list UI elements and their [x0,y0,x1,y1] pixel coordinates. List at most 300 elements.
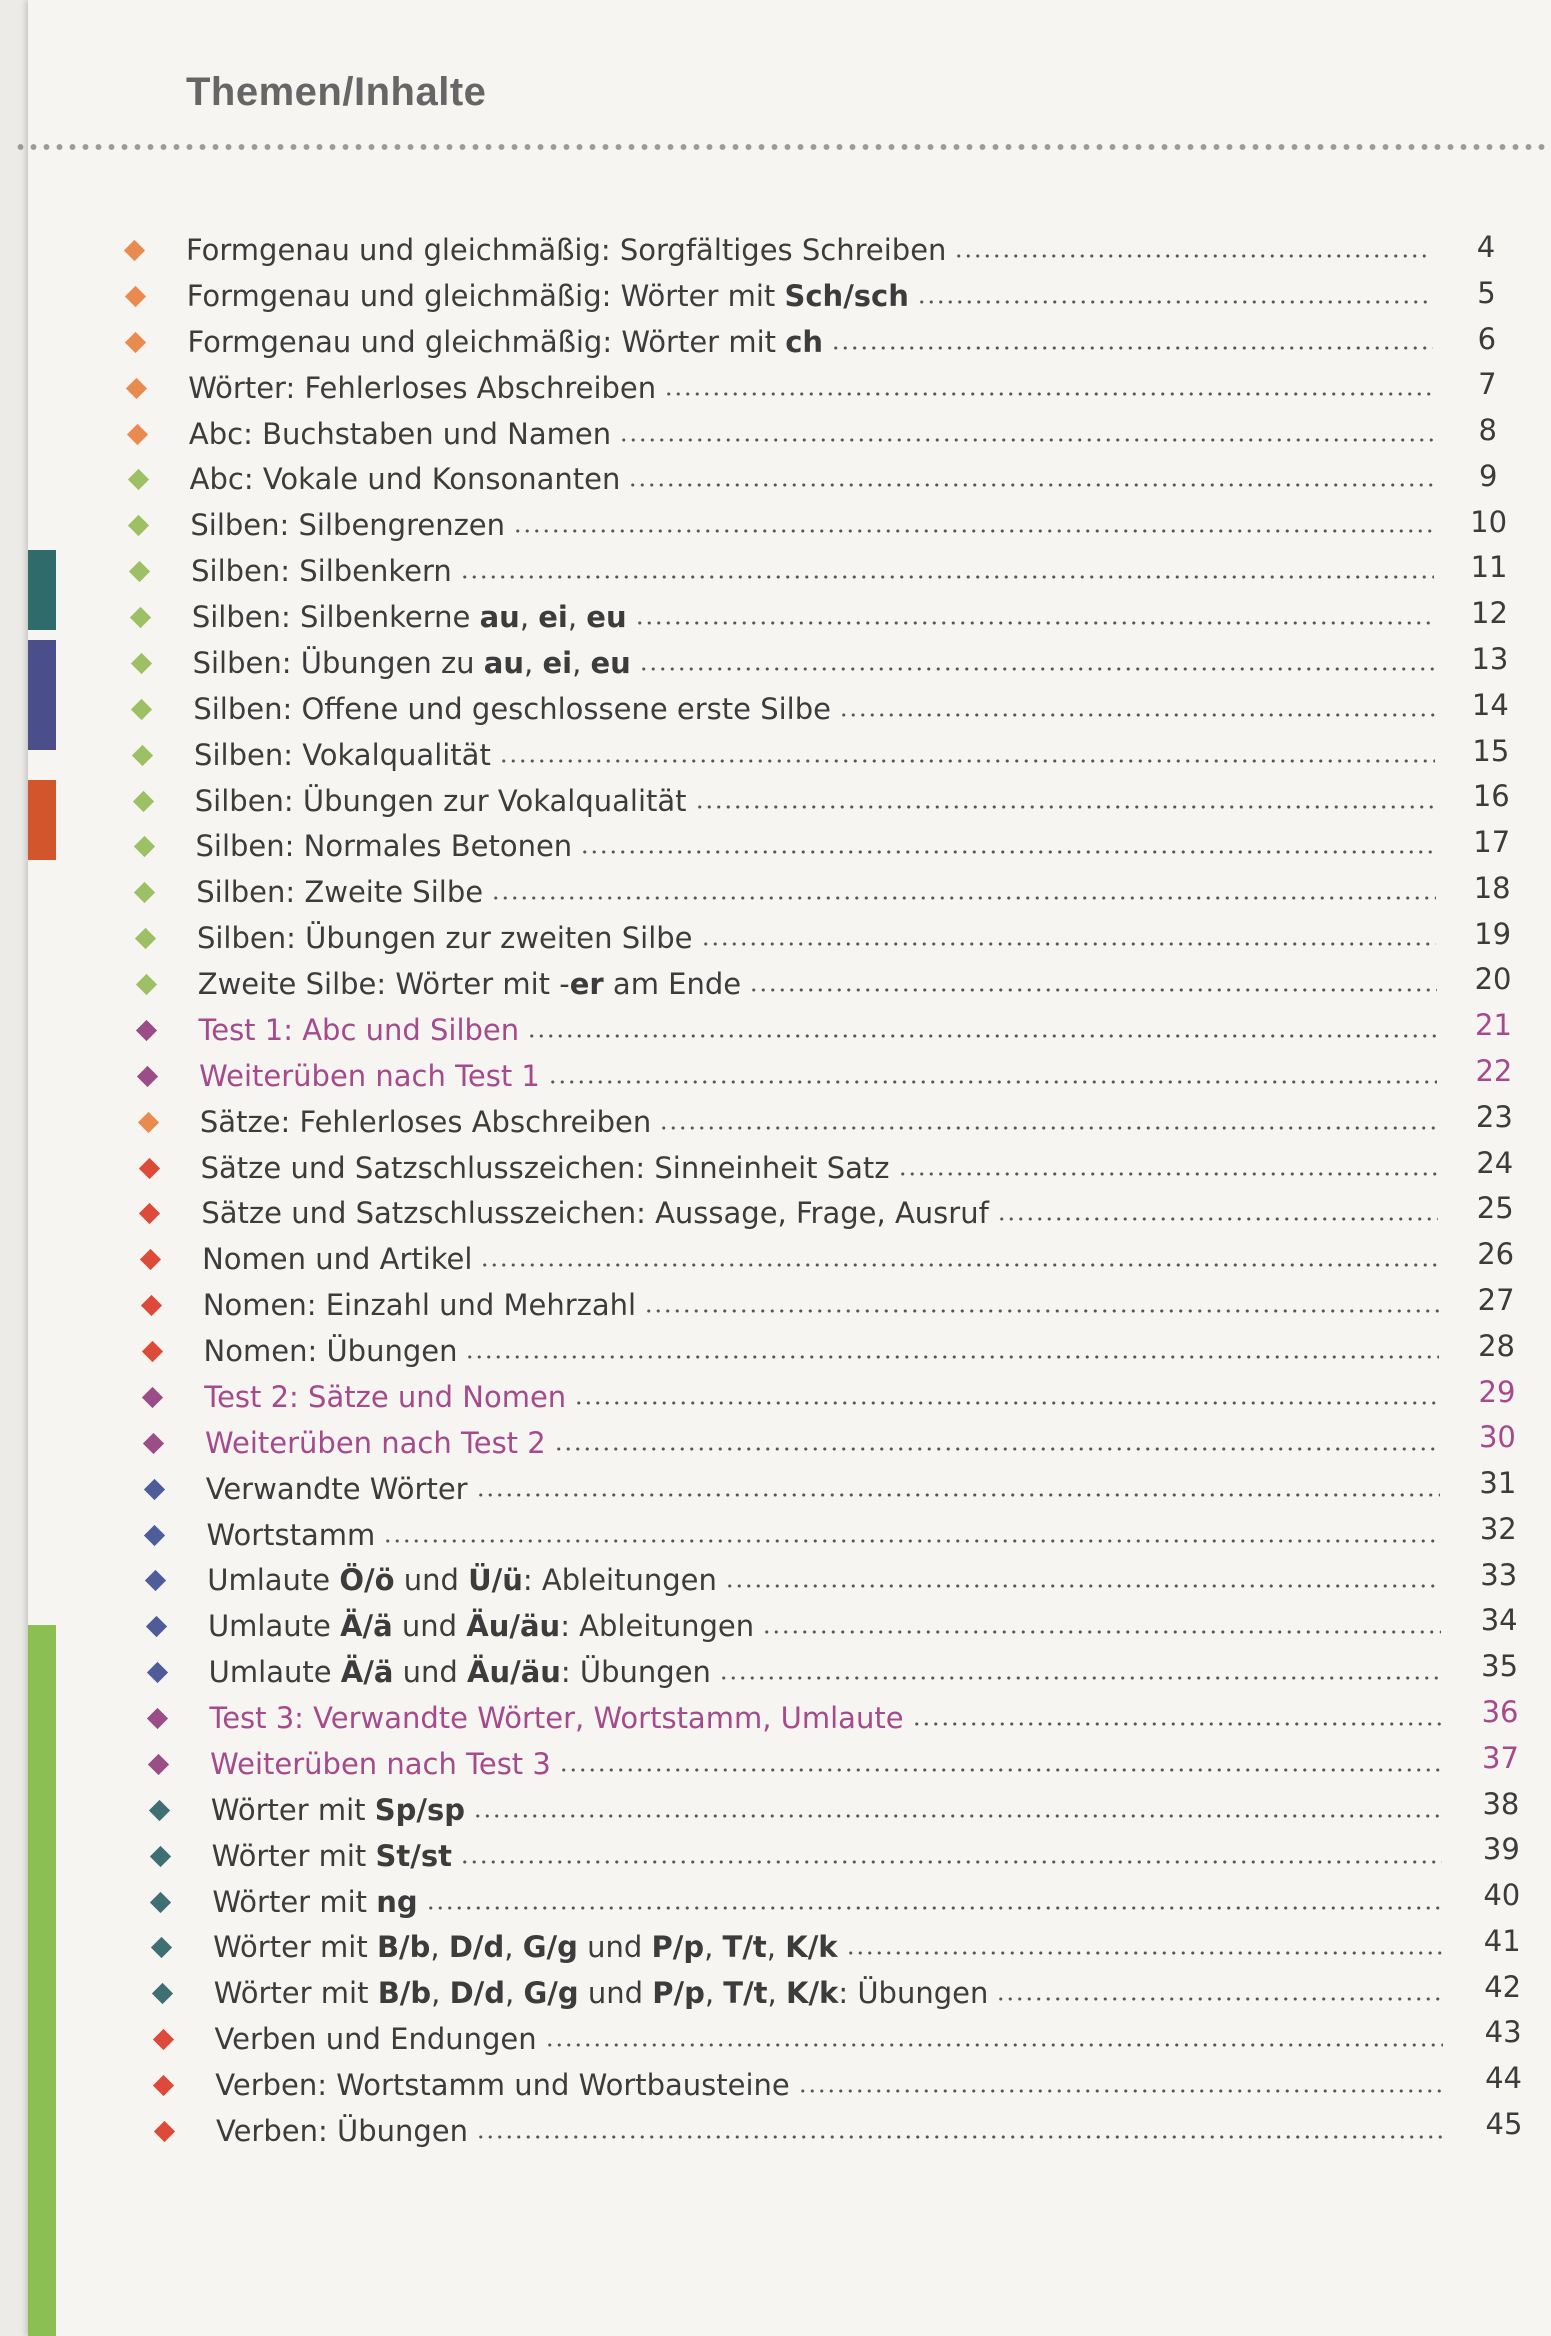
toc-entry-text-part: , [567,600,587,635]
toc-entry-text-part: ei [538,600,568,635]
toc-entry [188,368,1441,408]
toc-page-number: 9 [1478,458,1498,493]
toc-entry-text-part: Abc: Vokale und Konsonanten [189,462,621,497]
toc-entry-text-part: Weiterüben nach Test 1 [199,1058,540,1093]
toc-page-number: 30 [1478,1420,1516,1455]
toc-entry [196,872,1444,912]
dot-leader [383,1538,1440,1544]
toc-entry-text-part: B/b [377,1976,432,2011]
toc-entry [200,1102,1446,1142]
red-diamond-icon [154,2121,175,2142]
toc-entry-title [204,1380,566,1414]
toc-entry [187,276,1441,316]
toc-entry-text-part: Silben: Silbenkern [191,554,452,589]
page-title: Themen/Inhalte [186,70,487,114]
toc-entry-title [212,1885,417,1919]
toc-page-number: 25 [1476,1191,1514,1226]
dot-leader [527,1033,1437,1039]
toc-entry-text-part: Abc: Buchstaben und Namen [188,416,612,451]
orange-diamond-icon [125,332,146,353]
toc-entry-title [213,1930,838,1964]
toc-page-number: 41 [1483,1923,1521,1958]
toc-entry-text-part: Nomen: Einzahl und Mehrzahl [202,1288,637,1323]
toc-entry-text-part: : Übungen [560,1655,711,1690]
toc-entry-title [215,2022,537,2056]
green-diamond-icon [128,469,149,490]
toc-entry-text-part: Wörter mit [211,1838,376,1873]
toc-entry-text-part: , [519,600,539,635]
toc-entry-text-part: Nomen und Artikel [202,1242,473,1277]
dot-leader [473,1813,1442,1819]
toc-entry [202,1239,1446,1279]
toc-entry-text-part: Silben: Zweite Silbe [196,875,484,910]
toc-entry [192,597,1442,637]
toc-page-number: 34 [1480,1603,1518,1638]
red-diamond-icon [141,1295,162,1316]
toc-entry-title [199,1059,540,1093]
toc-page-number: 45 [1485,2107,1523,2141]
teal-diamond-icon [151,1937,172,1958]
toc-entry-text-part: Sp/sp [374,1792,466,1827]
toc-test-entry [204,1377,1447,1417]
toc-entry-text-part: Wörter mit [212,1884,377,1919]
green-diamond-icon [130,607,151,628]
dot-leader [639,666,1435,672]
toc-entry-title [209,1701,903,1735]
toc-entry-text-part: Äu/äu [466,1609,561,1644]
toc-entry-title [190,508,505,542]
toc-entry [190,459,1442,499]
toc-page-number: 8 [1478,413,1497,448]
orange-diamond-icon [138,1112,159,1133]
red-diamond-icon [141,1341,162,1362]
toc-entry-title [206,1472,468,1506]
dot-leader [831,345,1433,351]
dot-leader [954,253,1432,259]
dot-leader [719,1675,1441,1681]
toc-entry-title [187,279,909,313]
toc-page-number: 14 [1471,687,1509,722]
toc-entry-title [195,784,687,818]
toc-page-number: 36 [1481,1694,1519,1729]
toc-entry [186,230,1440,270]
dot-leader [996,1996,1443,2002]
red-diamond-icon [152,2029,173,2050]
toc-entry-text-part: Ü/ü [468,1563,523,1598]
blue-diamond-icon [147,1662,168,1683]
toc-entry-title [215,2068,790,2102]
toc-page-number: 35 [1481,1649,1519,1684]
toc-entry-title [203,1288,636,1322]
toc-entry-text-part: eu [586,600,627,635]
toc-entry-text-part: , [504,1930,523,1965]
toc-entry [196,826,1444,866]
toc-entry-text-part: B/b [376,1930,431,1965]
toc-entry-text-part: Silben: Übungen zur zweiten Silbe [196,921,693,956]
toc-entry-title [211,1793,465,1827]
toc-entry [215,2065,1451,2105]
toc-page-number: 17 [1473,825,1511,860]
toc-entry-text-part: Umlaute [208,1655,341,1690]
orange-diamond-icon [125,286,146,307]
toc-entry [201,1148,1446,1188]
toc-entry-text-part: Weiterüben nach Test 3 [210,1746,551,1781]
dot-leader [513,528,1434,534]
toc-entry-text-part: Silben: Übungen zur Vokalqualität [194,783,687,818]
toc-entry-title [196,875,483,909]
dot-leader [465,1354,1439,1360]
toc-entry-text-part: Wortstamm [206,1517,376,1552]
toc-page-number: 21 [1475,1008,1512,1043]
toc-entry-text-part: er [569,967,604,1002]
green-diamond-icon [134,882,155,903]
toc-test-entry [199,1056,1445,1096]
toc-entry-text-part: D/d [449,1976,506,2011]
toc-page-number: 33 [1480,1557,1518,1592]
toc-entry-text-part: P/p [652,1976,705,2011]
toc-entry-text-part: Nomen: Übungen [203,1334,458,1369]
toc-entry-text-part: Test 2: Sätze und Nomen [204,1379,567,1414]
blue-diamond-icon [145,1570,166,1591]
toc-entry-title [186,233,946,267]
toc-entry-text-part: , [704,1930,723,1965]
toc-page-number: 32 [1479,1511,1517,1546]
toc-entry [214,1973,1451,2013]
dot-leader [635,620,1435,626]
toc-entry-title [207,1563,717,1597]
toc-page-number: 19 [1474,916,1512,951]
toc-page-number: 29 [1478,1374,1516,1409]
green-diamond-icon [129,561,150,582]
dot-leader [554,1446,1440,1452]
toc-entry [193,643,1443,683]
toc-entry [190,505,1441,545]
toc-entry-title [201,1151,890,1185]
toc-entry-text-part: Wörter mit [213,1976,378,2011]
toc-entry-text-part: Test 1: Abc und Silben [198,1012,520,1047]
orange-diamond-icon [124,240,145,261]
toc-entry-text-part: Silben: Offene und geschlossene erste Silbe [193,691,831,726]
toc-entry-title [197,921,693,955]
toc-entry-text-part: am Ende [603,967,742,1002]
toc-entry-text-part: , [766,1930,786,1965]
toc-entry-title [200,1105,651,1139]
toc-entry [206,1469,1448,1509]
toc-entry-title [187,325,823,359]
dot-leader [426,1905,1443,1911]
dot-leader [664,391,1433,397]
purple-diamond-icon [148,1754,169,1775]
toc-test-entry [198,1010,1445,1050]
dot-leader [499,758,1435,764]
toc-entry-text-part: G/g [523,1976,579,2011]
toc-page-number: 43 [1484,2015,1522,2050]
toc-entry [194,735,1443,775]
green-diamond-icon [133,836,154,857]
toc-entry-text-part: Ö/ö [339,1563,395,1598]
toc-entry-text-part: und [392,1609,467,1644]
toc-entry-text-part: und [394,1563,469,1598]
dot-leader [798,2088,1444,2094]
toc-entry-title [196,829,573,863]
toc-entry-title [209,1655,711,1689]
toc-entry-text-part: Formgenau und gleichmäßig: Wörter mit [187,324,786,359]
toc-page-number: 26 [1477,1237,1515,1272]
toc-entry-text-part: au [479,600,520,635]
purple-diamond-icon [142,1387,163,1408]
dot-leader [644,1308,1439,1314]
dot-leader [839,712,1435,718]
toc-test-entry [205,1423,1448,1463]
toc-entry [207,1560,1448,1600]
toc-entry-text-part: G/g [522,1930,578,1965]
dot-leader [460,1859,1442,1865]
toc-entry-text-part: T/t [723,1976,768,2011]
toc-entry [191,551,1442,591]
toc-entry-text-part: , [505,1976,524,2011]
toc-entry-text-part: und [577,1930,652,1965]
toc-entry-text-part: , [572,645,591,680]
toc-entry-title [202,1242,472,1276]
green-diamond-icon [128,515,149,536]
toc-entry-title [208,1609,754,1643]
purple-diamond-icon [137,1066,158,1087]
dot-leader [917,299,1432,305]
toc-page-number: 38 [1482,1786,1520,1821]
dot-leader [846,1950,1443,1956]
toc-entry-text-part: Formgenau und gleichmäßig: Wörter mit [186,278,785,313]
dot-leader [491,895,1436,901]
toc-entry-text-part: eu [590,645,631,680]
toc-entry-text-part: : Ableitungen [522,1563,717,1598]
orange-diamond-icon [127,423,148,444]
toc-entry [197,918,1444,958]
toc-entry-text-part: , [431,1976,450,2011]
toc-test-entry [210,1744,1450,1784]
toc-entry-text-part: Silben: Silbengrenzen [190,508,506,543]
toc-entry-text-part: , [704,1976,724,2011]
toc-entry-title [188,371,656,405]
toc-entry-text-part: Verwandte Wörter [205,1471,468,1506]
toc-page-number: 4 [1476,230,1496,264]
toc-entry [187,322,1440,362]
green-diamond-icon [133,790,154,811]
toc-entry [209,1652,1449,1692]
toc-entry-title [204,1334,458,1368]
toc-page-number: 23 [1475,1099,1513,1134]
toc-page-number: 16 [1472,779,1510,814]
toc-entry [193,689,1443,729]
dot-leader [476,1492,1440,1498]
toc-page-number: 7 [1478,367,1497,402]
toc-page-number: 37 [1482,1740,1519,1775]
toc-entry-title [190,462,621,496]
toc-entry-text-part: Umlaute [207,1609,341,1644]
toc-entry [201,1193,1446,1233]
toc-entry-title [194,738,491,772]
toc-entry-text-part: Sätze und Satzschlusszeichen: Aussage, Frage, Ausruf [201,1196,989,1231]
toc-entry-text-part: : Ableitungen [560,1609,755,1644]
toc-entry-text-part: Silben: Vokalqualität [194,737,491,772]
toc-entry-text-part: Silben: Silbenkerne [191,600,480,635]
toc-entry-text-part: K/k [785,1976,839,2011]
dot-leader [476,2134,1444,2140]
toc-page-number: 13 [1471,642,1509,677]
dot-leader [701,941,1437,947]
toc-entry-text-part: Umlaute [207,1563,340,1598]
dot-leader [548,1079,1437,1085]
toc-entry-text-part: T/t [722,1930,767,1965]
toc-entry-text-part: Verben: Übungen [216,2114,468,2148]
toc-entry-title [216,2114,468,2148]
blue-diamond-icon [146,1616,167,1637]
green-diamond-icon [131,699,152,720]
toc-entry [216,2111,1452,2151]
toc-page-number: 28 [1478,1328,1515,1363]
dot-leader [997,1216,1438,1222]
dot-leader [762,1629,1441,1635]
toc-entry-title [189,417,611,451]
toc-entry-text-part: Wörter: Fehlerloses Abschreiben [188,370,657,405]
toc-entry-text-part: Ä/ä [340,1609,393,1644]
toc-entry-title [198,967,741,1001]
toc-entry-text-part: Silben: Übungen zu [192,645,484,680]
dot-leader [725,1583,1441,1589]
blue-diamond-icon [144,1479,165,1500]
toc-entry [212,1836,1451,1876]
toc-entry-text-part: Weiterüben nach Test 2 [205,1425,546,1460]
toc-entry-text-part: Silben: Normales Betonen [195,829,573,864]
toc-entry-text-part: Sch/sch [784,278,909,313]
toc-entry-text-part: Verben und Endungen [214,2022,537,2057]
orange-diamond-icon [126,378,147,399]
toc-entry-text-part: Verben: Wortstamm und Wortbausteine [215,2068,790,2103]
toc-entry-text-part: Test 3: Verwandte Wörter, Wortstamm, Umlaute [209,1701,904,1736]
toc-entry-text-part: und [578,1976,653,2011]
green-diamond-icon [132,745,153,766]
toc-page-number: 44 [1485,2061,1522,2096]
toc-entry [212,1882,1450,1922]
toc-entry [208,1606,1449,1646]
toc-entry-text-part: D/d [448,1930,505,1965]
red-diamond-icon [139,1157,160,1178]
dot-leader [619,437,1433,443]
toc-entry-text-part: Zweite Silbe: Wörter mit - [197,967,570,1002]
toc-entry-text-part: , [430,1930,449,1965]
toc-entry-text-part: und [393,1655,468,1690]
toc-page-number: 22 [1475,1054,1513,1089]
teal-diamond-icon [150,1892,171,1913]
green-diamond-icon [135,928,156,949]
toc-entry [204,1331,1447,1371]
toc-entry-title [210,1747,551,1781]
dot-leader [628,482,1433,488]
toc-entry [206,1515,1448,1555]
toc-entry-text-part: Formgenau und gleichmäßig: Sorgfältiges Schreiben [186,233,947,267]
toc-page-number: 20 [1474,962,1512,997]
toc-entry-text-part: Äu/äu [467,1655,561,1690]
toc-page-number: 24 [1476,1145,1514,1180]
red-diamond-icon [139,1203,160,1224]
toc-entry-title [193,646,631,680]
toc-entry-title [206,1518,375,1552]
toc-entry-text-part: ch [785,324,824,359]
teal-diamond-icon [149,1800,170,1821]
green-diamond-icon [136,974,157,995]
dot-leader [749,987,1437,993]
toc-entry-text-part: : Übungen [838,1976,989,2011]
toc-entry [195,781,1444,821]
purple-diamond-icon [147,1708,168,1729]
toc-page-number: 18 [1473,870,1511,905]
toc-entry-text-part: Ä/ä [340,1655,394,1690]
toc-entry-text-part: Wörter mit [210,1792,375,1827]
toc-page-number: 5 [1477,275,1496,310]
toc-page-number: 31 [1479,1466,1517,1501]
toc-entry-text-part: P/p [651,1930,705,1965]
dot-leader [659,1125,1437,1131]
toc-entry-title [212,1839,452,1873]
toc-page-number: 27 [1477,1282,1515,1317]
dot-leader [480,1262,1438,1268]
toc-entry-text-part: Wörter mit [213,1930,377,1965]
toc-page-number: 42 [1484,1969,1522,2004]
toc-entry-text-part: Sätze: Fehlerloses Abschreiben [199,1104,652,1139]
toc-entry-text-part: au [483,645,525,680]
red-diamond-icon [153,2075,174,2096]
dot-leader [545,2042,1444,2048]
toc-entry [198,964,1445,1004]
dot-leader [559,1767,1442,1773]
toc-entry [213,1927,1451,1967]
dot-leader [574,1400,1439,1406]
teal-diamond-icon [150,1846,171,1867]
toc-entry-text-part: ng [376,1884,418,1919]
dot-leader [580,849,1436,855]
toc-entry-title [198,1013,519,1047]
toc-entry [215,2019,1452,2059]
toc-entry [189,414,1441,454]
toc-page-number: 10 [1470,504,1508,539]
toc-entry [203,1285,1447,1325]
toc-page-number: 11 [1470,550,1508,585]
dot-leader [695,804,1436,810]
dot-leader [912,1721,1442,1727]
blue-diamond-icon [144,1524,165,1545]
toc-entry [211,1790,1450,1830]
toc-entry-title [193,692,831,726]
toc-entry-text-part: St/st [375,1838,452,1873]
toc-page-number: 15 [1472,733,1510,768]
toc-page-number: 40 [1483,1878,1521,1913]
toc-page-number: 39 [1482,1832,1520,1867]
dot-leader [898,1171,1438,1177]
toc-entry-title [214,1976,989,2010]
green-diamond-icon [130,653,151,674]
purple-diamond-icon [136,1020,157,1041]
toc-entry-text-part: Sätze und Satzschlusszeichen: Sinneinheit Satz [200,1150,890,1185]
dot-leader [460,574,1434,580]
toc-entry-title [192,600,627,634]
toc-page-number: 12 [1471,596,1508,631]
red-diamond-icon [140,1249,161,1270]
toc-entry-title [201,1196,988,1230]
toc-entry-title [191,554,452,588]
toc-entry-text-part: K/k [785,1930,838,1965]
toc-entry-text-part: ei [542,645,573,680]
toc-entry-text-part: , [524,645,543,680]
teal-diamond-icon [152,1983,173,2004]
